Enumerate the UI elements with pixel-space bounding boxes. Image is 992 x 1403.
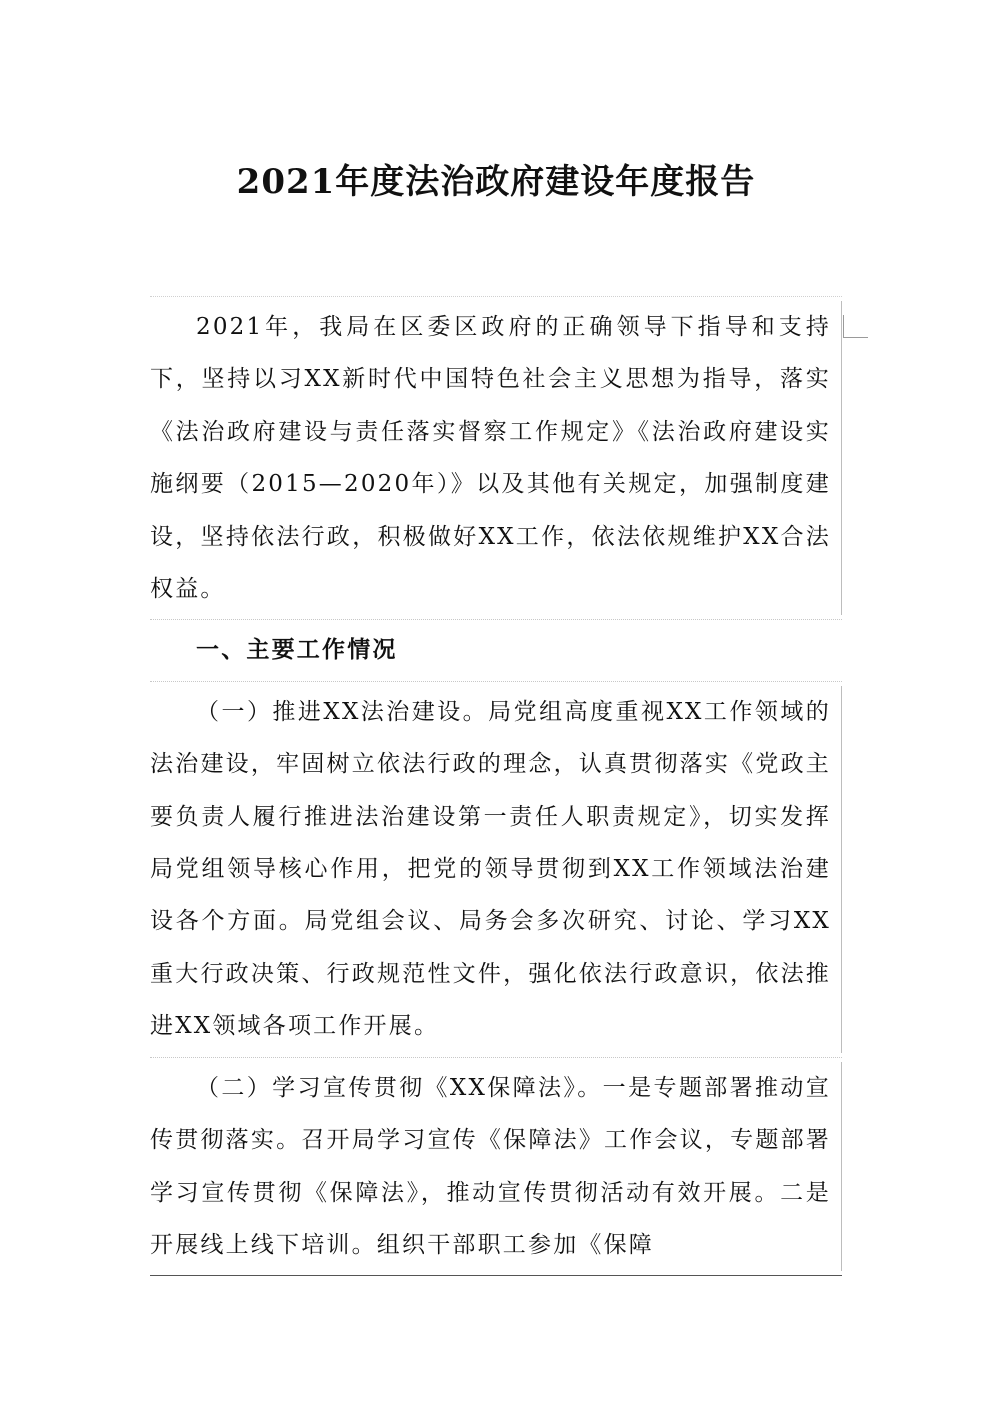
document-body <box>150 296 842 1276</box>
section-paragraph-block-1 <box>150 682 842 1058</box>
section-heading: 一、主要工作情况 <box>196 636 398 664</box>
text-boundary-corner-mark <box>843 315 868 338</box>
section-paragraph-2: （二）学习宣传贯彻《XX保障法》。一是专题部署推动宣传贯彻落实。召开局学习宣传《保障法》工作会议，专题部署学习宣传贯彻《保障法》，推动宣传贯彻活动有效开展。二是开展线上线下培训。组织干部职工参加《保障 <box>150 1062 842 1272</box>
section-paragraph-block-2 <box>150 1058 842 1277</box>
document-title: 2021年度法治政府建设年度报告 <box>236 162 756 202</box>
section-paragraph-1: （一）推进XX法治建设。局党组高度重视XX工作领域的法治建设，牢固树立依法行政的理念，认真贯彻落实《党政主要负责人履行推进法治建设第一责任人职责规定》，切实发挥局党组领导核心作用，把党的领导贯彻到XX工作领域法治建设各个方面。局党组会议、局务会多次研究、讨论、学习XX重大行政决策、行政规范性文件，强化依法行政意识，依法推进XX领域各项工作开展。 <box>150 686 842 1053</box>
section-heading-block <box>150 620 842 681</box>
intro-paragraph-block <box>150 296 842 620</box>
intro-paragraph: 2021年，我局在区委区政府的正确领导下指导和支持下，坚持以习XX新时代中国特色社会主义思想为指导，落实《法治政府建设与责任落实督察工作规定》《法治政府建设实施纲要（2015—2020年）》以及其他有关规定，加强制度建设，坚持依法行政，积极做好XX工作，依法依规维护XX合法权益。 <box>150 301 842 615</box>
